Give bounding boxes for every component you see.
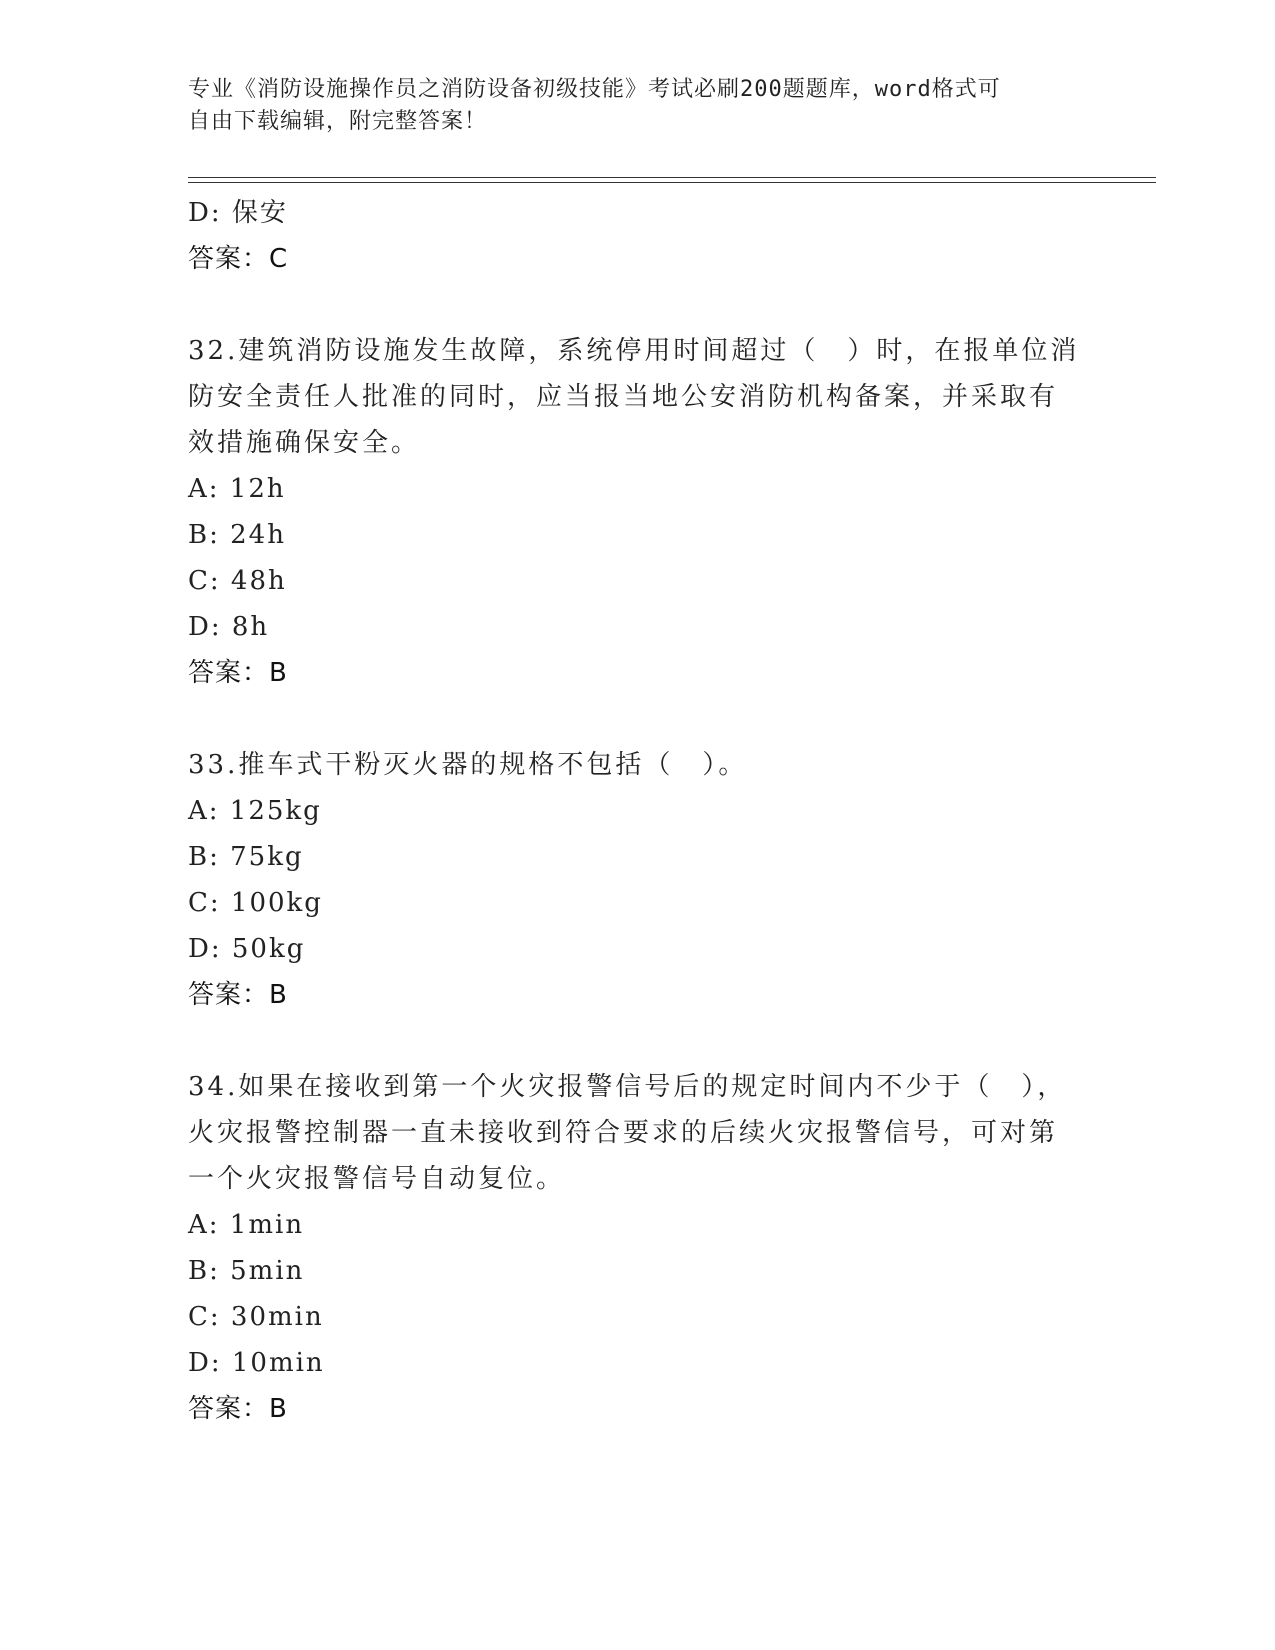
answer-line: 答案：C [188,244,289,274]
question-stem-line: 防安全责任人批准的同时，应当报当地公安消防机构备案，并采取有 [188,382,1059,412]
question-32 [188,328,1088,696]
option-a: A: 12h [188,474,286,504]
option-b: B: 5min [188,1256,305,1286]
option-d: D: 10min [188,1348,325,1378]
option-b: B: 75kg [188,842,304,872]
document-body [188,190,1088,1432]
spacer [188,696,1088,742]
option-d: D: 保安 [188,198,288,228]
header-line-1: 专业《消防设施操作员之消防设备初级技能》考试必刷200题题库，word格式可 [188,77,1001,102]
question-stem-line: 32.建筑消防设施发生故障，系统停用时间超过（ ）时，在报单位消 [188,336,1080,366]
header-line-2: 自由下载编辑，附完整答案！ [188,109,488,134]
option-c: C: 48h [188,566,287,596]
question-stem-line: 一个火灾报警信号自动复位。 [188,1164,566,1194]
header-divider-top [188,177,1156,178]
answer-line: 答案：B [188,658,288,688]
header-divider-bottom [188,182,1156,183]
page-header [188,74,1068,138]
question-stem-line: 火灾报警控制器一直未接收到符合要求的后续火灾报警信号，可对第 [188,1118,1059,1148]
option-b: B: 24h [188,520,286,550]
question-33 [188,742,1088,1018]
previous-question-tail [188,190,1088,282]
question-stem-line: 33.推车式干粉灭火器的规格不包括（ ）。 [188,750,748,780]
option-d: D: 8h [188,612,270,642]
answer-line: 答案：B [188,980,288,1010]
option-d: D: 50kg [188,934,306,964]
question-stem-line: 34.如果在接收到第一个火灾报警信号后的规定时间内不少于（ ）， [188,1072,1067,1102]
answer-line: 答案：B [188,1394,288,1424]
spacer [188,1018,1088,1064]
question-stem-line: 效措施确保安全。 [188,428,421,458]
option-a: A: 1min [188,1210,305,1240]
option-c: C: 100kg [188,888,323,918]
question-34 [188,1064,1088,1432]
option-c: C: 30min [188,1302,324,1332]
spacer [188,282,1088,328]
option-a: A: 125kg [188,796,322,826]
